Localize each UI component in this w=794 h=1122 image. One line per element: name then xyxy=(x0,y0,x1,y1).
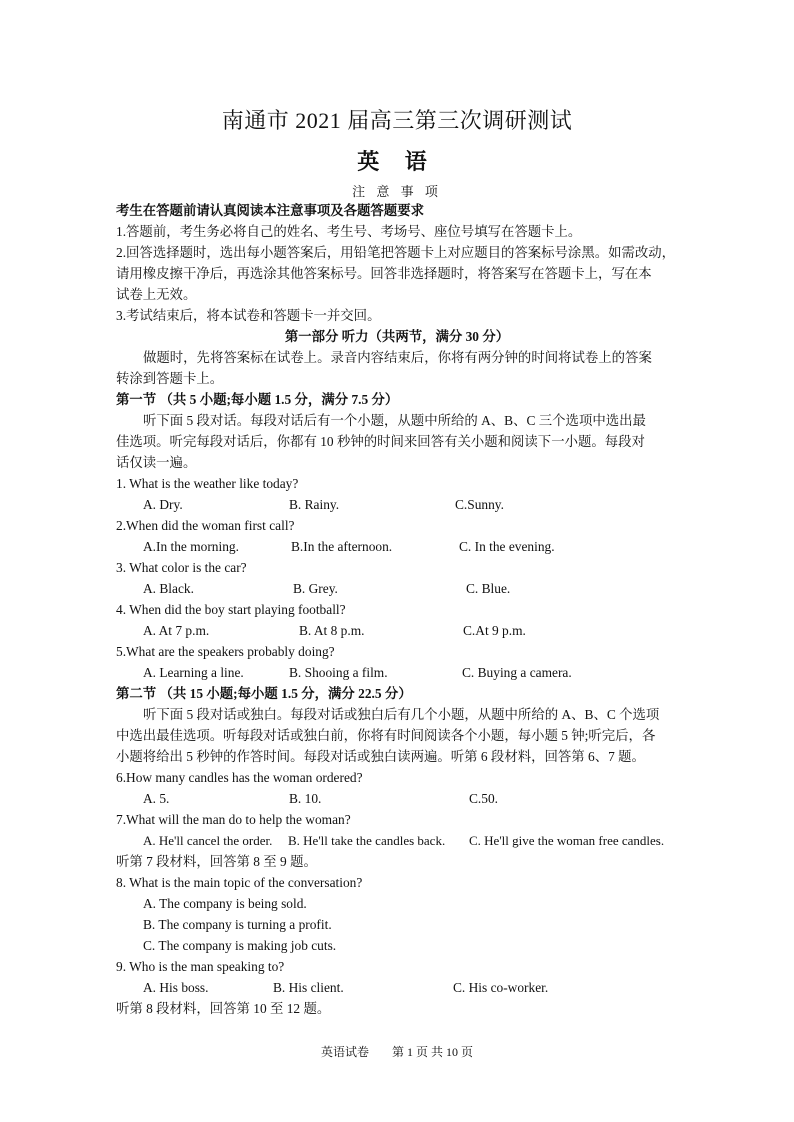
instruction-2-line-3: 试卷上无效。 xyxy=(116,287,197,302)
question-8-option-c: C. The company is making job cuts. xyxy=(143,938,337,953)
question-1-option-c: C.Sunny. xyxy=(455,497,504,512)
question-8-option-a: A. The company is being sold. xyxy=(143,896,307,911)
question-3-option-a: A. Black. xyxy=(143,581,194,596)
question-2-option-a: A.In the morning. xyxy=(143,539,239,554)
footer-subject: 英语试卷 xyxy=(320,1045,369,1059)
material-8-note: 听第 8 段材料，回答第 10 至 12 题。 xyxy=(116,1001,331,1016)
footer-page-number: 第 1 页 共 10 页 xyxy=(392,1045,474,1059)
section2-intro-line-1: 听下面 5 段对话或独白。每段对话或独白后有几个小题，从题中所给的 A、B、C 个选项 xyxy=(143,707,660,722)
question-3-option-c: C. Blue. xyxy=(466,581,511,596)
question-1-option-b: B. Rainy. xyxy=(289,497,340,512)
question-9-option-a: A. His boss. xyxy=(143,980,209,995)
part1-intro-line-1: 做题时，先将答案标在试卷上。录音内容结束后，你将有两分钟的时间将试卷上的答案 xyxy=(143,350,652,365)
instruction-3: 3.考试结束后，将本试卷和答题卡一并交回。 xyxy=(116,308,381,323)
question-8: 8. What is the main topic of the conversation? xyxy=(116,875,363,890)
instruction-1: 1.答题前，考生务必将自己的姓名、考生号、考场号、座位号填写在答题卡上。 xyxy=(116,224,582,239)
question-5: 5.What are the speakers probably doing? xyxy=(116,644,335,659)
section2-intro-line-2: 中选出最佳选项。听每段对话或独白前，你将有时间阅读各个小题，每小题 5 钟;听完后，各 xyxy=(116,728,656,743)
subject-title: 英 语 xyxy=(357,149,437,174)
question-7-option-c: C. He'll give the woman free candles. xyxy=(469,833,665,848)
question-6: 6.How many candles has the woman ordered? xyxy=(116,770,363,785)
instructions-heading: 考生在答题前请认真阅读本注意事项及各题答题要求 xyxy=(116,203,424,218)
question-9-option-b: B. His client. xyxy=(273,980,344,995)
section1-intro-line-3: 话仅读一遍。 xyxy=(116,455,197,470)
question-1: 1. What is the weather like today? xyxy=(116,476,299,491)
question-3: 3. What color is the car? xyxy=(116,560,247,575)
question-9: 9. Who is the man speaking to? xyxy=(116,959,285,974)
part1-intro-line-2: 转涂到答题卡上。 xyxy=(116,371,224,386)
question-4-option-a: A. At 7 p.m. xyxy=(143,623,210,638)
question-7: 7.What will the man do to help the woman? xyxy=(116,812,351,827)
question-8-option-b: B. The company is turning a profit. xyxy=(143,917,332,932)
section1-intro-line-2: 佳选项。听完每段对话后，你都有 10 秒钟的时间来回答有关小题和阅读下一小题。每段对 xyxy=(116,434,645,449)
question-2: 2.When did the woman first call? xyxy=(116,518,295,533)
question-7-option-a: A. He'll cancel the order. xyxy=(143,833,273,848)
question-3-option-b: B. Grey. xyxy=(293,581,338,596)
instruction-2-line-2: 请用橡皮擦干净后，再选涂其他答案标号。回答非选择题时，将答案写在答题卡上，写在本 xyxy=(116,266,652,281)
instruction-2-line-1: 2.回答选择题时，选出每小题答案后，用铅笔把答题卡上对应题目的答案标号涂黑。如需改动， xyxy=(116,245,676,260)
question-6-option-a: A. 5. xyxy=(143,791,170,806)
question-2-option-c: C. In the evening. xyxy=(459,539,555,554)
question-2-option-b: B.In the afternoon. xyxy=(291,539,393,554)
question-5-option-a: A. Learning a line. xyxy=(143,665,244,680)
exam-title: 南通市 2021 届高三第三次调研测试 xyxy=(221,108,573,133)
section1-intro-line-1: 听下面 5 段对话。每段对话后有一个小题，从题中所给的 A、B、C 三个选项中选出最 xyxy=(143,413,646,428)
notice-heading: 注 意 事 项 xyxy=(352,184,442,199)
question-4-option-c: C.At 9 p.m. xyxy=(463,623,526,638)
question-9-option-c: C. His co-worker. xyxy=(453,980,549,995)
section2-heading: 第二节 （共 15 小题;每小题 1.5 分，满分 22.5 分） xyxy=(116,686,412,701)
question-6-option-c: C.50. xyxy=(469,791,499,806)
question-1-option-a: A. Dry. xyxy=(143,497,183,512)
question-5-option-c: C. Buying a camera. xyxy=(462,665,572,680)
material-7-note: 听第 7 段材料，回答第 8 至 9 题。 xyxy=(116,854,317,869)
part1-heading: 第一部分 听力（共两节，满分 30 分） xyxy=(284,329,510,344)
question-7-option-b: B. He'll take the candles back. xyxy=(288,833,446,848)
question-6-option-b: B. 10. xyxy=(289,791,322,806)
section2-intro-line-3: 小题将给出 5 秒钟的作答时间。每段对话或独白读两遍。听第 6 段材料，回答第 6、7 题。 xyxy=(116,749,645,764)
section1-heading: 第一节 （共 5 小题;每小题 1.5 分，满分 7.5 分） xyxy=(116,392,399,407)
question-5-option-b: B. Shooing a film. xyxy=(289,665,388,680)
question-4: 4. When did the boy start playing football? xyxy=(116,602,346,617)
question-4-option-b: B. At 8 p.m. xyxy=(299,623,365,638)
page-footer xyxy=(0,1043,794,1060)
